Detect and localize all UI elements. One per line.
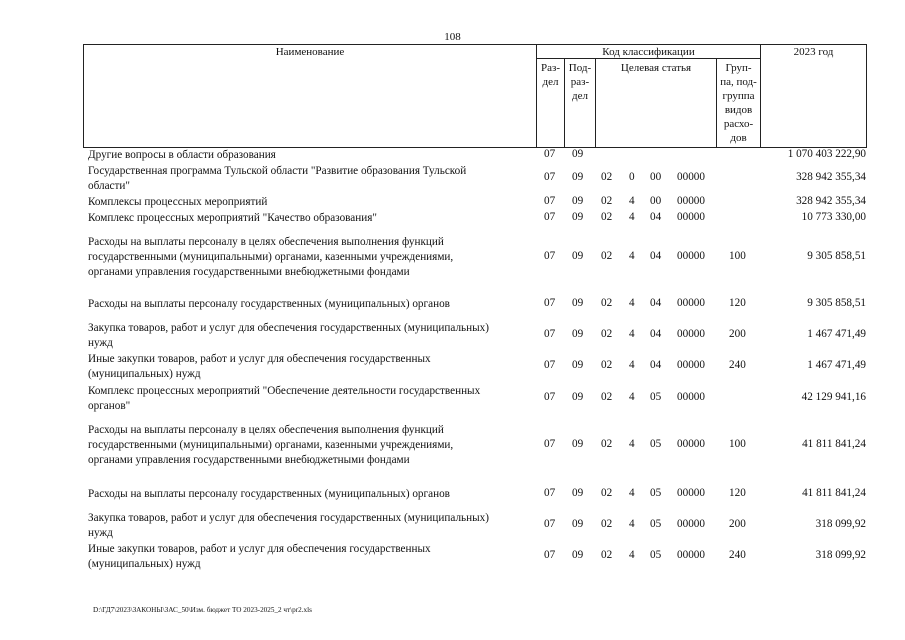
row-cs4: 00000 bbox=[677, 359, 705, 371]
row-group: 100 bbox=[729, 250, 746, 262]
row-cs1: 02 bbox=[601, 391, 613, 403]
row-cs4: 00000 bbox=[677, 297, 705, 309]
row-group: 120 bbox=[729, 487, 746, 499]
row-cs2: 4 bbox=[629, 195, 635, 207]
row-podrazdel: 09 bbox=[572, 297, 584, 309]
page-number: 108 bbox=[444, 31, 461, 43]
row-cs1: 02 bbox=[601, 549, 613, 561]
row-razdel: 07 bbox=[544, 171, 556, 183]
header-code-group: Код классификации bbox=[602, 46, 695, 58]
row-cs3: 05 bbox=[650, 438, 662, 450]
row-cs3: 05 bbox=[650, 487, 662, 499]
row-group: 240 bbox=[729, 549, 746, 561]
row-cs3: 05 bbox=[650, 391, 662, 403]
row-cs1: 02 bbox=[601, 328, 613, 340]
header-year: 2023 год bbox=[793, 46, 834, 58]
row-group: 200 bbox=[729, 518, 746, 530]
row-cs4: 00000 bbox=[677, 250, 705, 262]
row-podrazdel: 09 bbox=[572, 438, 584, 450]
row-cs1: 02 bbox=[601, 195, 613, 207]
row-cs1: 02 bbox=[601, 359, 613, 371]
row-name: Иные закупки товаров, работ и услуг для обеспечения государственных (муниципальных) нужд bbox=[88, 543, 431, 570]
row-amount: 318 099,92 bbox=[815, 549, 866, 561]
row-razdel: 07 bbox=[544, 148, 556, 160]
row-cs2: 4 bbox=[629, 549, 635, 561]
row-cs2: 4 bbox=[629, 518, 635, 530]
row-podrazdel: 09 bbox=[572, 195, 584, 207]
row-podrazdel: 09 bbox=[572, 391, 584, 403]
row-cs1: 02 bbox=[601, 250, 613, 262]
row-amount: 9 305 858,51 bbox=[807, 250, 866, 262]
row-razdel: 07 bbox=[544, 518, 556, 530]
row-cs4: 00000 bbox=[677, 438, 705, 450]
row-podrazdel: 09 bbox=[572, 549, 584, 561]
row-cs1: 02 bbox=[601, 297, 613, 309]
row-cs3: 04 bbox=[650, 211, 662, 223]
row-cs4: 00000 bbox=[677, 487, 705, 499]
row-razdel: 07 bbox=[544, 549, 556, 561]
row-cs3: 04 bbox=[650, 297, 662, 309]
row-name: Расходы на выплаты персоналу в целях обеспечения выполнения функций государственными (муниципальными) органами, казенными учреждениями, органами управления государственными внебюджетными фондами bbox=[88, 424, 454, 466]
row-podrazdel: 09 bbox=[572, 359, 584, 371]
row-name: Государственная программа Тульской области "Развитие образования Тульской области" bbox=[88, 165, 467, 192]
row-podrazdel: 09 bbox=[572, 487, 584, 499]
row-podrazdel: 09 bbox=[572, 518, 584, 530]
row-cs1: 02 bbox=[601, 171, 613, 183]
row-amount: 328 942 355,34 bbox=[796, 171, 866, 183]
row-razdel: 07 bbox=[544, 438, 556, 450]
row-cs2: 4 bbox=[629, 438, 635, 450]
row-amount: 328 942 355,34 bbox=[796, 195, 866, 207]
row-cs1: 02 bbox=[601, 518, 613, 530]
row-cs2: 4 bbox=[629, 328, 635, 340]
row-cs2: 4 bbox=[629, 297, 635, 309]
row-cs4: 00000 bbox=[677, 211, 705, 223]
row-cs2: 4 bbox=[629, 250, 635, 262]
row-cs2: 4 bbox=[629, 211, 635, 223]
row-cs3: 04 bbox=[650, 250, 662, 262]
row-razdel: 07 bbox=[544, 487, 556, 499]
row-name: Расходы на выплаты персоналу в целях обеспечения выполнения функций государственными (муниципальными) органами, казенными учреждениями, органами управления государственными внебюджетными фондами bbox=[88, 236, 454, 278]
row-group: 200 bbox=[729, 328, 746, 340]
header-podrazdel: Под- раз- дел bbox=[568, 62, 592, 102]
header-group: Груп- па, под- группа видов расхо- дов bbox=[720, 62, 757, 144]
row-amount: 42 129 941,16 bbox=[801, 391, 866, 403]
row-cs2: 0 bbox=[629, 171, 635, 183]
row-name: Иные закупки товаров, работ и услуг для обеспечения государственных (муниципальных) нужд bbox=[88, 353, 431, 380]
row-amount: 1 467 471,49 bbox=[807, 328, 866, 340]
row-razdel: 07 bbox=[544, 391, 556, 403]
row-razdel: 07 bbox=[544, 359, 556, 371]
header-target: Целевая статья bbox=[620, 62, 692, 74]
row-name: Комплексы процессных мероприятий bbox=[88, 196, 268, 208]
row-razdel: 07 bbox=[544, 328, 556, 340]
row-cs3: 00 bbox=[650, 171, 662, 183]
row-cs1: 02 bbox=[601, 211, 613, 223]
row-cs3: 04 bbox=[650, 359, 662, 371]
row-amount: 1 467 471,49 bbox=[807, 359, 866, 371]
row-cs4: 00000 bbox=[677, 195, 705, 207]
row-cs4: 00000 bbox=[677, 391, 705, 403]
row-name: Другие вопросы в области образования bbox=[88, 149, 276, 161]
row-name: Расходы на выплаты персоналу государственных (муниципальных) органов bbox=[88, 488, 450, 500]
row-amount: 318 099,92 bbox=[815, 518, 866, 530]
row-razdel: 07 bbox=[544, 297, 556, 309]
row-cs2: 4 bbox=[629, 359, 635, 371]
row-cs1: 02 bbox=[601, 438, 613, 450]
row-podrazdel: 09 bbox=[572, 328, 584, 340]
row-podrazdel: 09 bbox=[572, 250, 584, 262]
row-cs2: 4 bbox=[629, 487, 635, 499]
row-name: Закупка товаров, работ и услуг для обеспечения государственных (муниципальных) нужд bbox=[88, 322, 489, 349]
row-amount: 41 811 841,24 bbox=[802, 487, 866, 499]
row-podrazdel: 09 bbox=[572, 148, 584, 160]
row-group: 100 bbox=[729, 438, 746, 450]
row-cs2: 4 bbox=[629, 391, 635, 403]
row-name: Расходы на выплаты персоналу государственных (муниципальных) органов bbox=[88, 298, 450, 310]
header-razdel: Раз- дел bbox=[540, 62, 560, 88]
row-cs4: 00000 bbox=[677, 328, 705, 340]
row-cs3: 04 bbox=[650, 328, 662, 340]
row-group: 120 bbox=[729, 297, 746, 309]
row-razdel: 07 bbox=[544, 195, 556, 207]
row-cs3: 00 bbox=[650, 195, 662, 207]
header-name: Наименование bbox=[275, 46, 345, 58]
row-cs3: 05 bbox=[650, 518, 662, 530]
row-amount: 41 811 841,24 bbox=[802, 438, 866, 450]
row-cs4: 00000 bbox=[677, 549, 705, 561]
row-name: Комплекс процессных мероприятий "Обеспечение деятельности государственных органов" bbox=[88, 385, 481, 412]
file-path-footer: D:\ГД7\2023\ЗАКОНЫ\ЗАС_50\Изм. бюджет ТО 2023-2025_2 чт\pr2.xls bbox=[93, 606, 312, 614]
row-cs4: 00000 bbox=[677, 518, 705, 530]
row-razdel: 07 bbox=[544, 250, 556, 262]
row-podrazdel: 09 bbox=[572, 211, 584, 223]
row-amount: 9 305 858,51 bbox=[807, 297, 866, 309]
row-cs4: 00000 bbox=[677, 171, 705, 183]
row-amount: 10 773 330,00 bbox=[801, 211, 866, 223]
row-razdel: 07 bbox=[544, 211, 556, 223]
row-name: Закупка товаров, работ и услуг для обеспечения государственных (муниципальных) нужд bbox=[88, 512, 489, 539]
row-cs1: 02 bbox=[601, 487, 613, 499]
row-group: 240 bbox=[729, 359, 746, 371]
row-cs3: 05 bbox=[650, 549, 662, 561]
row-podrazdel: 09 bbox=[572, 171, 584, 183]
row-amount: 1 070 403 222,90 bbox=[787, 148, 866, 160]
row-name: Комплекс процессных мероприятий "Качество образования" bbox=[88, 212, 377, 224]
